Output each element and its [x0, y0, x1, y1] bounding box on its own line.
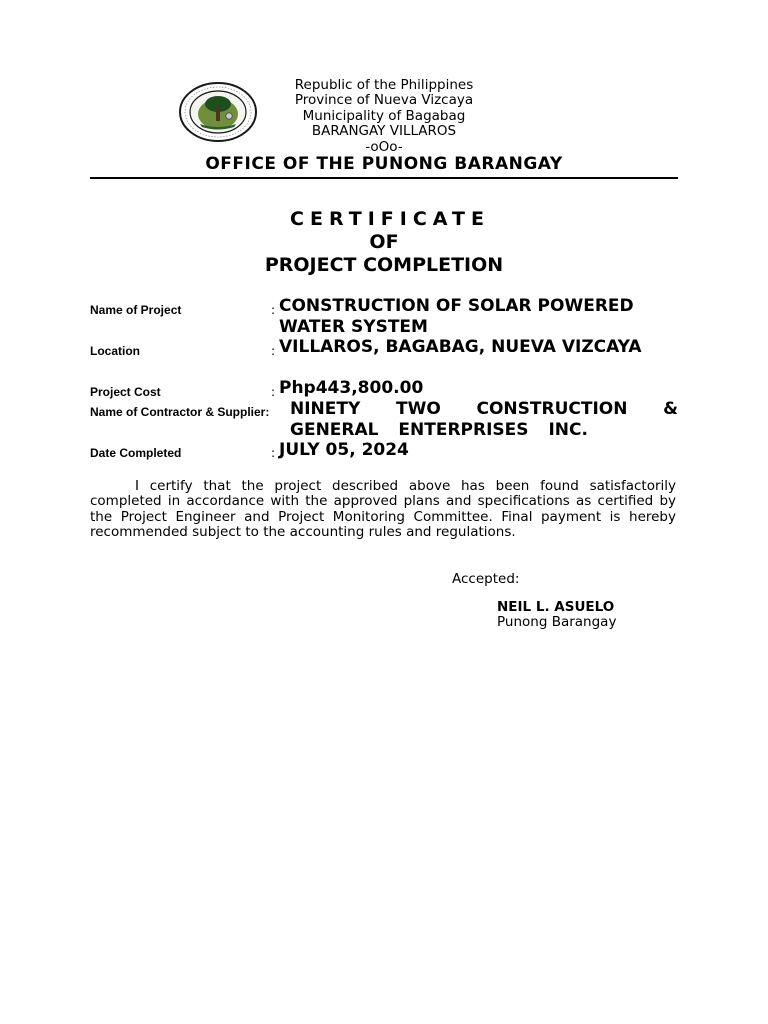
field-value: [90, 378, 678, 399]
accepted-label: Accepted:: [452, 571, 520, 587]
certificate-subtitle: PROJECT COMPLETION: [264, 254, 504, 276]
field-label: Project Cost: [90, 385, 161, 399]
header-divider: [90, 177, 678, 179]
field-label: Date Completed: [90, 446, 182, 460]
signatory-block: [497, 600, 616, 631]
header-line-country: Republic of the Philippines: [294, 77, 474, 93]
field-label: Name of Contractor & Supplier:: [90, 405, 270, 419]
signatory-position: Punong Barangay: [497, 614, 617, 631]
certification-paragraph: I certify that the project described above has been found satisfactorily completed in accordance with the approved plans and specifications as certified by the Project Engineer and Project Monitoring Committee. Final payment is hereby recommended subject to the accounting rules and regulations.: [90, 478, 676, 541]
header-line-province: Province of Nueva Vizcaya: [294, 92, 474, 109]
date-completed-value: JULY 05, 2024: [279, 440, 409, 460]
field-colon: :: [271, 303, 276, 317]
field-date-completed: [90, 440, 678, 461]
header-address: [234, 78, 534, 155]
project-cost-value: Php443,800.00: [279, 378, 424, 398]
contractor-value: NINETY TWO CONSTRUCTION & GENERAL ENTERPRISES INC.: [290, 399, 678, 440]
project-name-value: CONSTRUCTION OF SOLAR POWERED WATER SYSTEM: [279, 296, 634, 337]
header-line-municipality: Municipality of Bagabag: [302, 107, 466, 124]
certificate-title: CERTIFICATE: [290, 208, 490, 230]
certificate-title-of: OF: [369, 231, 399, 253]
field-location: [90, 337, 678, 358]
field-colon: :: [271, 385, 276, 399]
location-value: VILLAROS, BAGABAG, NUEVA VIZCAYA: [279, 337, 642, 357]
field-project-name: [90, 296, 678, 337]
field-colon: :: [271, 344, 276, 358]
field-value: [90, 337, 678, 358]
field-label: Location: [90, 344, 140, 358]
field-project-cost: [90, 378, 678, 399]
office-heading: OFFICE OF THE PUNONG BARANGAY: [205, 154, 563, 174]
header-line-ornament: -oOo-: [365, 138, 403, 155]
field-label: Name of Project: [90, 303, 182, 317]
header-line-barangay: BARANGAY VILLAROS: [311, 123, 457, 140]
signatory-name: NEIL L. ASUELO: [497, 599, 615, 615]
field-contractor: [90, 399, 678, 440]
field-colon: :: [271, 446, 276, 460]
